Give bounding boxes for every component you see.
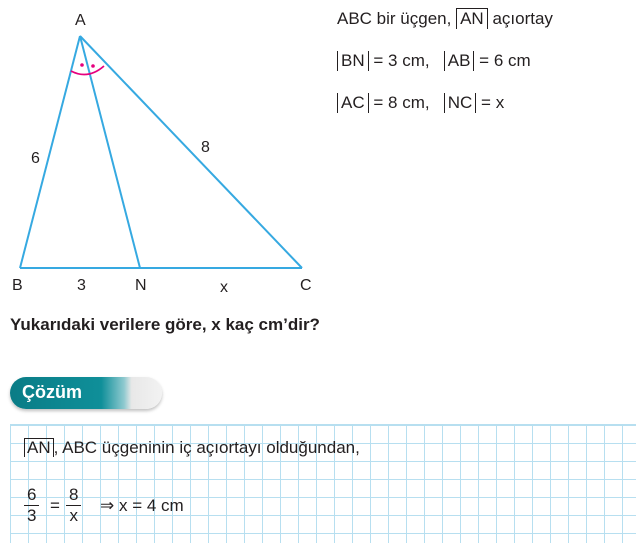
side-ab-label: 6 xyxy=(31,150,40,167)
solution-line-1 xyxy=(24,438,360,458)
vertex-b-label: B xyxy=(12,277,23,294)
solution-segment-an: AN xyxy=(24,438,54,457)
bn-value: = 3 cm, xyxy=(373,51,430,70)
side-nc-label: x xyxy=(220,279,228,296)
solution-line-1-text: , ABC üçgeninin iç açıortayı olduğundan, xyxy=(53,438,360,457)
side-ab xyxy=(20,36,80,268)
bisector-an xyxy=(80,36,140,268)
question-text: Yukarıdaki verilere göre, x kaç cm’dir? xyxy=(10,315,320,334)
side-ac xyxy=(80,36,302,268)
given-line-3 xyxy=(337,93,504,113)
frac2-denominator: x xyxy=(69,506,78,525)
segment-an: AN xyxy=(456,8,488,29)
given-bisector-text: açıortay xyxy=(492,9,553,28)
solution-result: ⇒ x = 4 cm xyxy=(100,496,184,515)
frac1-numerator: 6 xyxy=(24,485,39,506)
fraction-6-over-3 xyxy=(24,485,39,526)
angle-dot-left xyxy=(80,63,84,67)
frac1-denominator: 3 xyxy=(27,506,37,525)
ac-value: = 8 cm, xyxy=(373,93,430,112)
fraction-8-over-x xyxy=(66,485,81,526)
length-nc: NC xyxy=(444,93,477,113)
given-intro-text: ABC bir üçgen, xyxy=(337,9,452,28)
vertex-n-label: N xyxy=(135,277,147,294)
vertex-c-label: C xyxy=(300,277,312,294)
length-bn: BN xyxy=(337,51,369,71)
side-ac-label: 8 xyxy=(201,139,210,156)
vertex-a-label: A xyxy=(75,12,86,29)
angle-dot-right xyxy=(91,64,95,68)
equals-sign: = xyxy=(50,496,60,515)
given-line-1 xyxy=(337,8,553,29)
frac2-numerator: 8 xyxy=(66,485,81,506)
length-ac: AC xyxy=(337,93,369,113)
solution-tag-label: Çözüm xyxy=(22,382,82,402)
nc-value: = x xyxy=(481,93,505,112)
ab-value: = 6 cm xyxy=(479,51,531,70)
length-ab: AB xyxy=(444,51,475,71)
given-line-2 xyxy=(337,51,531,71)
side-bn-label: 3 xyxy=(77,277,86,294)
